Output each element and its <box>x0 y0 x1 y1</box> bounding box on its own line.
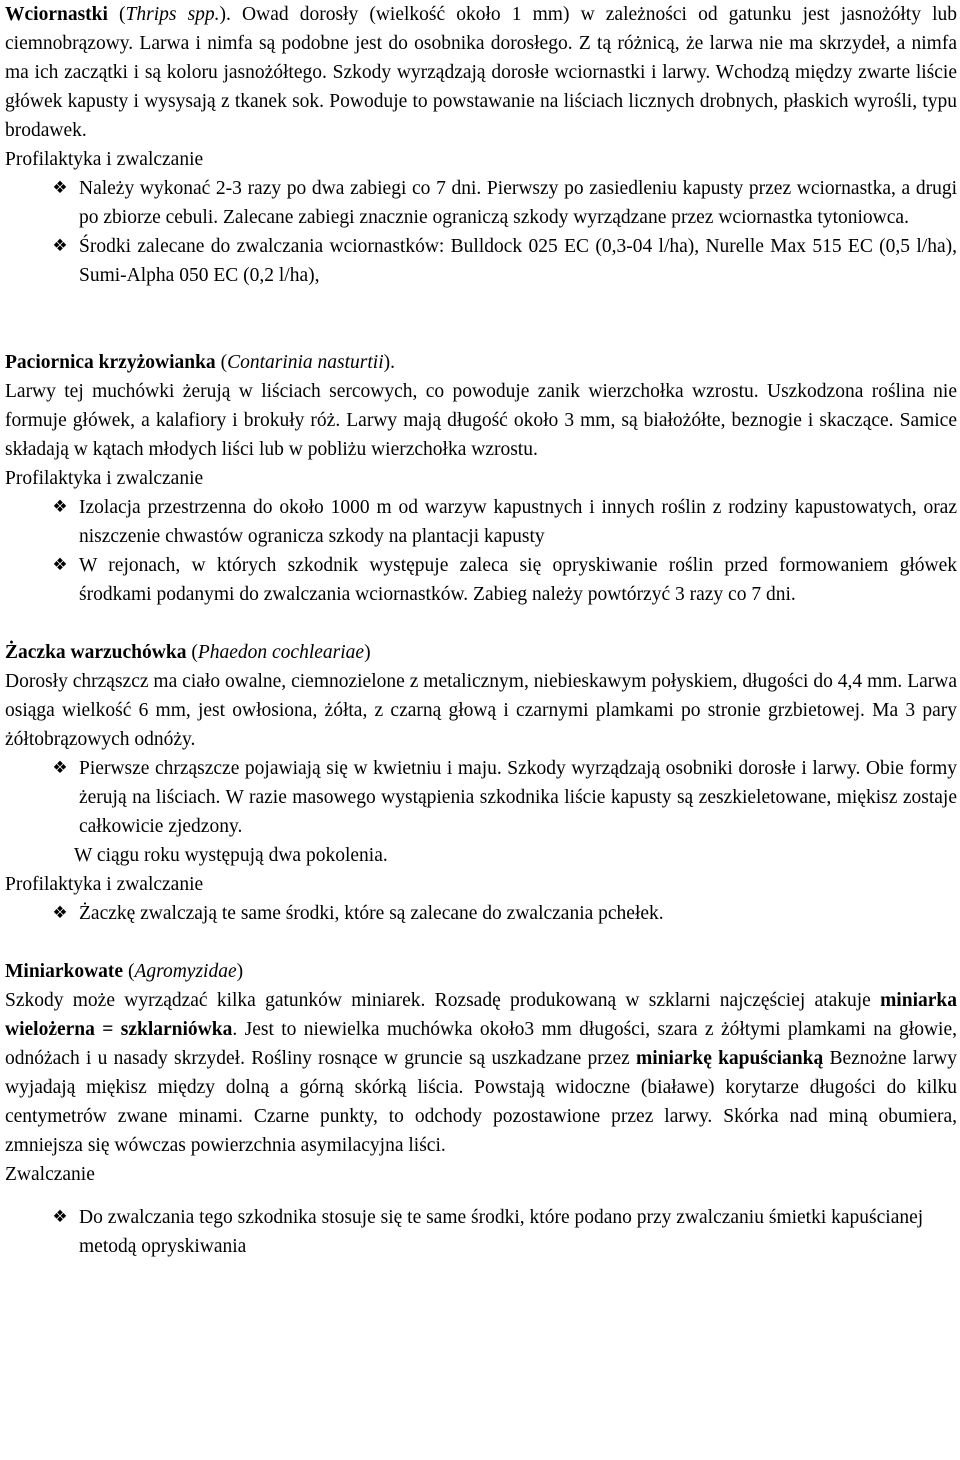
thrips-latin: Thrips spp. <box>125 4 220 25</box>
phaedon-description: Dorosły chrząszcz ma ciało owalne, ciemnozielone z metalicznym, niebieskawym połyskiem, długości do 4,4 mm. Larwa osiąga wielkość 6 mm, jest owłosiona, żółta, z czarną głową i czarnymi plamkami po stronie grzbietowej. Ma 3 pary żółtobrązowych odnóży. <box>5 671 957 750</box>
agromyzidae-text-3: Beznożne larwy wyjadają miękisz między dolną a górną skórką liścia. Powstają widoczne (białawe) korytarze długości do kilku centymetrów zwane minami. Czarne punkty, to odchody pozostawione przez larwy. Skórka nad miną obumiera, zmniejsza się wówczas powierzchnia asymilacyjna liści. <box>5 1048 958 1156</box>
agromyzidae-intro: Miniarkowate (Agromyzidae) Szkody może wyrządzać kilka gatunków miniarek. Rozsadę produkowaną w szklarni najczęściej atakuje miniarka wielożerna = szklarniówka. Jest to niewielka muchówka około3 mm długości, szara z żółtymi plamkami na głowie, odnóżach i u nasady skrzydeł. Rośliny rosnące w gruncie są uszkadzane przez miniarkę kapuścianką Beznożne larwy wyjadają miękisz między dolną a górną skórką liścia. Powstają widoczne (białawe) korytarze długości do kilku centymetrów zwane minami. Czarne punkty, to odchody pozostawione przez larwy. Skórka nad miną obumiera, zmniejsza się wówczas powierzchnia asymilacyjna liści. <box>5 961 958 1156</box>
list-item-text: Żaczkę zwalczają te same środki, które są zalecane do zwalczania pchełek. <box>79 903 664 924</box>
four-diamond-bullet-icon: ❖ <box>52 903 68 923</box>
list-item-text: Do zwalczania tego szkodnika stosuje się te same środki, które podano przy zwalczaniu śmietki kapuścianej metodą opryskiwania <box>79 1207 924 1257</box>
four-diamond-bullet-icon: ❖ <box>52 178 68 198</box>
agromyzidae-bold-2: miniarkę kapuścianką <box>636 1048 824 1069</box>
thrips-name: Wciornastki <box>5 4 108 25</box>
list-item <box>5 899 957 928</box>
phaedon-generations-note: W ciągu roku występują dwa pokolenia. <box>74 845 388 866</box>
phaedon-latin: Phaedon cochleariae <box>197 642 365 663</box>
section-spacer <box>5 290 957 348</box>
section-spacer <box>5 928 957 957</box>
contarinia-latin: Contarinia nasturtii <box>227 352 384 373</box>
four-diamond-bullet-icon: ❖ <box>52 758 68 778</box>
agromyzidae-bullet-list <box>5 1203 957 1261</box>
list-item <box>5 174 957 232</box>
four-diamond-bullet-icon: ❖ <box>52 1207 68 1227</box>
phaedon-bullet-list-2 <box>5 899 957 928</box>
phaedon-intro: Żaczka warzuchówka (Phaedon cochleariae) Dorosły chrząszcz ma ciało owalne, ciemnozielone z metalicznym, niebieskawym połyskiem, długości do 4,4 mm. Larwa osiąga wielkość 6 mm, jest owłosiona, żółta, z czarną głową i czarnymi plamkami po stronie grzbietowej. Ma 3 pary żółtobrązowych odnóży. <box>5 642 957 750</box>
thrips-bullet-list <box>5 174 957 290</box>
thrips-intro: Wciornastki (Thrips spp.). Owad dorosły (wielkość około 1 mm) w zależności od gatunku jest jasnożółty lub ciemnobrązowy. Larwa i nimfa są podobne jest do osobnika dorosłego. Z tą różnicą, że larwa nie ma skrzydeł, a nimfa ma ich zaczątki i są koloru jasnożółtego. Szkody wyrządzają dorosłe wciornastki i larwy. Wchodzą między zwarte liście główek kapusty i wysysają z tkanek sok. Powoduje to powstawanie na liściach licznych drobnych, płaskich wyrośli, typu brodawek. <box>5 4 957 141</box>
list-item <box>5 493 957 551</box>
section-spacer <box>5 1189 957 1203</box>
phaedon-subheading: Profilaktyka i zwalczanie <box>5 874 204 895</box>
agromyzidae-latin: Agromyzidae <box>134 961 237 982</box>
four-diamond-bullet-icon: ❖ <box>52 236 68 256</box>
list-item-text: Należy wykonać 2-3 razy po dwa zabiegi co 7 dni. Pierwszy po zasiedleniu kapusty przez wciornastka, a drugi po zbiorze cebuli. Zalecane zabiegi znacznie ograniczą szkody wyrządzane przez wciornastka tytoniowca. <box>79 178 957 228</box>
contarinia-intro: Paciornica krzyżowianka (Contarinia nasturtii). Larwy tej muchówki żerują w liściach sercowych, co powoduje zanik wierzchołka wzrostu. Uszkodzona roślina nie formuje główek, a kalafiory i brokuły róż. Larwy mają długość około 3 mm, są białożółte, beznogie i skaczące. Samice składają w kątach młodych liści lub w pobliżu wierzchołka wzrostu. <box>5 352 957 460</box>
four-diamond-bullet-icon: ❖ <box>52 497 68 517</box>
phaedon-bullet-list <box>5 754 957 841</box>
agromyzidae-name: Miniarkowate <box>5 961 124 982</box>
section-spacer <box>5 609 957 638</box>
list-item-text: Pierwsze chrząszcze pojawiają się w kwietniu i maju. Szkody wyrządzają osobniki dorosłe i larwy. Obie formy żerują na liściach. W razie masowego wystąpienia szkodnika liście kapusty są zeszkieletowane, miękisz zostaje całkowicie zjedzony. <box>79 758 957 837</box>
thrips-description: Owad dorosły (wielkość około 1 mm) w zależności od gatunku jest jasnożółty lub ciemnobrązowy. Larwa i nimfa są podobne jest do osobnika dorosłego. Z tą różnicą, że larwa nie ma skrzydeł, a nimfa ma ich zaczątki i są koloru jasnożółtego. Szkody wyrządzają dorosłe wciornastki i larwy. Wchodzą między zwarte liście główek kapusty i wysysają z tkanek sok. Powoduje to powstawanie na liściach licznych drobnych, płaskich wyrośli, typu brodawek. <box>5 4 957 141</box>
agromyzidae-subheading: Zwalczanie <box>5 1164 95 1185</box>
list-item <box>5 232 957 290</box>
list-item-text: Środki zalecane do zwalczania wciornastków: Bulldock 025 EC (0,3-04 l/ha), Nurelle Max 515 EC (0,5 l/ha), Sumi-Alpha 050 EC (0,2 l/ha), <box>79 236 957 286</box>
contarinia-subheading: Profilaktyka i zwalczanie <box>5 468 204 489</box>
list-item-text: W rejonach, w których szkodnik występuje zaleca się opryskiwanie roślin przed formowaniem główek środkami podanymi do zwalczania wciornastków. Zabieg należy powtórzyć 3 razy co 7 dni. <box>79 555 957 605</box>
list-item <box>5 754 957 841</box>
agromyzidae-bold-1: miniarka wielożerna = szklarniówka <box>5 990 957 1040</box>
contarinia-bullet-list <box>5 493 957 609</box>
contarinia-name: Paciornica krzyżowianka <box>5 352 216 373</box>
four-diamond-bullet-icon: ❖ <box>52 555 68 575</box>
list-item-text: Izolacja przestrzenna do około 1000 m od warzyw kapustnych i innych roślin z rodziny kapustowatych, oraz niszczenie chwastów ogranicza szkody na plantacji kapusty <box>79 497 957 547</box>
list-item <box>5 1203 957 1261</box>
contarinia-description: Larwy tej muchówki żerują w liściach sercowych, co powoduje zanik wierzchołka wzrostu. Uszkodzona roślina nie formuje główek, a kalafiory i brokuły róż. Larwy mają długość około 3 mm, są białożółte, beznogie i skaczące. Samice składają w kątach młodych liści lub w pobliżu wierzchołka wzrostu. <box>5 381 957 460</box>
agromyzidae-text-2: . Jest to niewielka muchówka około3 mm długości, szara z żółtymi plamkami na głowie, odnóżach i u nasady skrzydeł. Rośliny rosnące w gruncie są uszkadzane przez <box>5 1019 957 1069</box>
thrips-subheading: Profilaktyka i zwalczanie <box>5 149 204 170</box>
phaedon-name: Żaczka warzuchówka <box>5 642 187 663</box>
agromyzidae-text-1: Szkody może wyrządzać kilka gatunków miniarek. Rozsadę produkowaną w szklarni najczęściej atakuje <box>5 990 871 1011</box>
list-item <box>5 551 957 609</box>
